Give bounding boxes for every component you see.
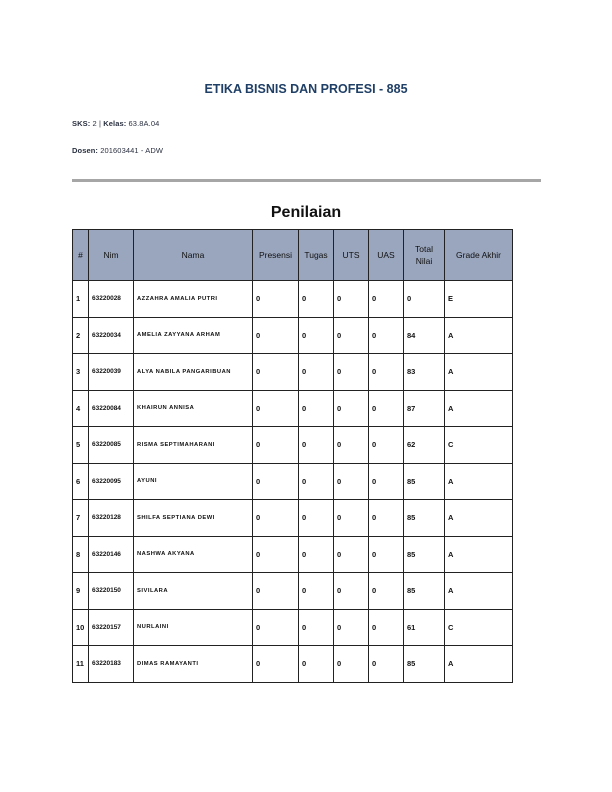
cell-presensi: 0 bbox=[253, 281, 299, 318]
cell-uts: 0 bbox=[334, 463, 369, 500]
cell-grade-akhir: E bbox=[445, 281, 513, 318]
cell-total-nilai: 85 bbox=[404, 500, 445, 537]
cell-uts: 0 bbox=[334, 573, 369, 610]
header-grade-akhir: Grade Akhir bbox=[445, 230, 513, 281]
cell-no: 4 bbox=[73, 390, 89, 427]
cell-total-nilai: 85 bbox=[404, 536, 445, 573]
cell-tugas: 0 bbox=[299, 536, 334, 573]
cell-no: 3 bbox=[73, 354, 89, 391]
cell-grade-akhir: C bbox=[445, 427, 513, 464]
header-total-line1: Total bbox=[415, 244, 433, 254]
cell-uas: 0 bbox=[369, 317, 404, 354]
table-row bbox=[73, 573, 513, 610]
cell-tugas: 0 bbox=[299, 463, 334, 500]
cell-uts: 0 bbox=[334, 500, 369, 537]
header-total-nilai bbox=[404, 230, 445, 281]
cell-grade-akhir: A bbox=[445, 500, 513, 537]
header-nama: Nama bbox=[134, 230, 253, 281]
table-row bbox=[73, 390, 513, 427]
header-uts: UTS bbox=[334, 230, 369, 281]
table-row bbox=[73, 536, 513, 573]
cell-nama: RISMA SEPTIMAHARANI bbox=[134, 427, 253, 464]
cell-uas: 0 bbox=[369, 573, 404, 610]
cell-uas: 0 bbox=[369, 390, 404, 427]
cell-uts: 0 bbox=[334, 354, 369, 391]
cell-uts: 0 bbox=[334, 317, 369, 354]
cell-tugas: 0 bbox=[299, 427, 334, 464]
header-tugas: Tugas bbox=[299, 230, 334, 281]
cell-no: 10 bbox=[73, 609, 89, 646]
header-uas: UAS bbox=[369, 230, 404, 281]
cell-nama: NURLAINI bbox=[134, 609, 253, 646]
cell-nim: 63220084 bbox=[89, 390, 134, 427]
cell-uas: 0 bbox=[369, 646, 404, 683]
cell-presensi: 0 bbox=[253, 427, 299, 464]
sks-value: 2 bbox=[92, 119, 97, 128]
cell-tugas: 0 bbox=[299, 500, 334, 537]
cell-nim: 63220034 bbox=[89, 317, 134, 354]
cell-total-nilai: 85 bbox=[404, 463, 445, 500]
cell-no: 9 bbox=[73, 573, 89, 610]
dosen-value: 201603441 - ADW bbox=[100, 146, 164, 155]
cell-nim: 63220150 bbox=[89, 573, 134, 610]
cell-nama: ALYA NABILA PANGARIBUAN bbox=[134, 354, 253, 391]
cell-no: 5 bbox=[73, 427, 89, 464]
course-meta-dosen bbox=[72, 146, 163, 155]
course-title: ETIKA BISNIS DAN PROFESI - 885 bbox=[204, 82, 408, 96]
cell-no: 1 bbox=[73, 281, 89, 318]
header-nim: Nim bbox=[89, 230, 134, 281]
cell-grade-akhir: A bbox=[445, 536, 513, 573]
cell-uas: 0 bbox=[369, 281, 404, 318]
cell-grade-akhir: C bbox=[445, 609, 513, 646]
cell-total-nilai: 84 bbox=[404, 317, 445, 354]
cell-tugas: 0 bbox=[299, 573, 334, 610]
header-no: # bbox=[73, 230, 89, 281]
table-row bbox=[73, 281, 513, 318]
cell-nim: 63220128 bbox=[89, 500, 134, 537]
table-body bbox=[73, 281, 513, 683]
cell-tugas: 0 bbox=[299, 354, 334, 391]
cell-nama: NASHWA AKYANA bbox=[134, 536, 253, 573]
cell-uas: 0 bbox=[369, 354, 404, 391]
cell-nama: AYUNI bbox=[134, 463, 253, 500]
cell-grade-akhir: A bbox=[445, 317, 513, 354]
cell-nim: 63220157 bbox=[89, 609, 134, 646]
table-row bbox=[73, 500, 513, 537]
cell-nim: 63220095 bbox=[89, 463, 134, 500]
cell-nim: 63220183 bbox=[89, 646, 134, 683]
cell-tugas: 0 bbox=[299, 646, 334, 683]
cell-uts: 0 bbox=[334, 390, 369, 427]
cell-tugas: 0 bbox=[299, 609, 334, 646]
table-row bbox=[73, 354, 513, 391]
table-row bbox=[73, 317, 513, 354]
cell-no: 2 bbox=[73, 317, 89, 354]
cell-presensi: 0 bbox=[253, 317, 299, 354]
cell-grade-akhir: A bbox=[445, 646, 513, 683]
cell-presensi: 0 bbox=[253, 390, 299, 427]
cell-tugas: 0 bbox=[299, 317, 334, 354]
section-title: Penilaian bbox=[270, 204, 342, 221]
course-meta-sks-kelas bbox=[72, 119, 159, 128]
cell-nama: SIVILARA bbox=[134, 573, 253, 610]
cell-nama: AMELIA ZAYYANA ARHAM bbox=[134, 317, 253, 354]
cell-nama: AZZAHRA AMALIA PUTRI bbox=[134, 281, 253, 318]
kelas-label: Kelas: bbox=[103, 119, 127, 128]
header-presensi: Presensi bbox=[253, 230, 299, 281]
cell-uas: 0 bbox=[369, 500, 404, 537]
cell-presensi: 0 bbox=[253, 354, 299, 391]
table-header-row bbox=[73, 230, 513, 281]
cell-tugas: 0 bbox=[299, 390, 334, 427]
cell-presensi: 0 bbox=[253, 463, 299, 500]
kelas-value: 63.8A.04 bbox=[128, 119, 160, 128]
cell-uts: 0 bbox=[334, 281, 369, 318]
cell-nim: 63220146 bbox=[89, 536, 134, 573]
cell-total-nilai: 61 bbox=[404, 609, 445, 646]
meta-separator: | bbox=[98, 119, 104, 128]
table-row bbox=[73, 646, 513, 683]
cell-total-nilai: 87 bbox=[404, 390, 445, 427]
cell-nim: 63220085 bbox=[89, 427, 134, 464]
cell-grade-akhir: A bbox=[445, 573, 513, 610]
cell-grade-akhir: A bbox=[445, 354, 513, 391]
grades-table bbox=[72, 229, 513, 683]
cell-presensi: 0 bbox=[253, 646, 299, 683]
cell-presensi: 0 bbox=[253, 573, 299, 610]
cell-no: 7 bbox=[73, 500, 89, 537]
cell-grade-akhir: A bbox=[445, 463, 513, 500]
cell-total-nilai: 83 bbox=[404, 354, 445, 391]
header-total-line2: Nilai bbox=[415, 256, 433, 266]
cell-presensi: 0 bbox=[253, 609, 299, 646]
cell-nama: SHILFA SEPTIANA DEWI bbox=[134, 500, 253, 537]
cell-presensi: 0 bbox=[253, 500, 299, 537]
cell-nim: 63220028 bbox=[89, 281, 134, 318]
dosen-label: Dosen: bbox=[72, 146, 99, 155]
cell-total-nilai: 62 bbox=[404, 427, 445, 464]
header-divider bbox=[72, 179, 541, 182]
cell-no: 8 bbox=[73, 536, 89, 573]
cell-presensi: 0 bbox=[253, 536, 299, 573]
cell-uas: 0 bbox=[369, 427, 404, 464]
cell-uts: 0 bbox=[334, 646, 369, 683]
cell-total-nilai: 0 bbox=[404, 281, 445, 318]
sks-label: SKS: bbox=[72, 119, 91, 128]
cell-tugas: 0 bbox=[299, 281, 334, 318]
cell-grade-akhir: A bbox=[445, 390, 513, 427]
cell-uas: 0 bbox=[369, 609, 404, 646]
cell-uas: 0 bbox=[369, 536, 404, 573]
cell-total-nilai: 85 bbox=[404, 573, 445, 610]
cell-uts: 0 bbox=[334, 609, 369, 646]
cell-uts: 0 bbox=[334, 427, 369, 464]
table-row bbox=[73, 427, 513, 464]
table-row bbox=[73, 609, 513, 646]
cell-nim: 63220039 bbox=[89, 354, 134, 391]
table-row bbox=[73, 463, 513, 500]
cell-no: 6 bbox=[73, 463, 89, 500]
cell-nama: KHAIRUN ANNISA bbox=[134, 390, 253, 427]
cell-uas: 0 bbox=[369, 463, 404, 500]
cell-nama: DIMAS RAMAYANTI bbox=[134, 646, 253, 683]
cell-no: 11 bbox=[73, 646, 89, 683]
cell-uts: 0 bbox=[334, 536, 369, 573]
cell-total-nilai: 85 bbox=[404, 646, 445, 683]
